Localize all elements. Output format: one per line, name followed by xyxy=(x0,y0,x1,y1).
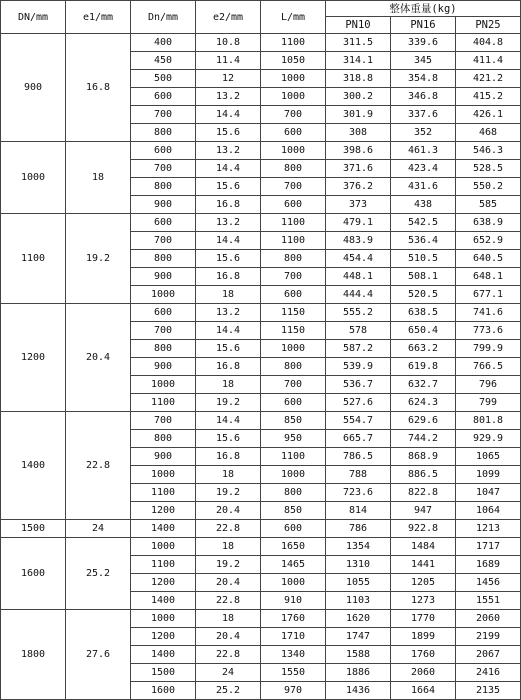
pn10-cell: 1055 xyxy=(326,574,391,592)
pn25-cell: 766.5 xyxy=(456,358,521,376)
pn16-cell: 354.8 xyxy=(391,70,456,88)
length-cell: 1000 xyxy=(261,88,326,106)
dn-branch-cell: 450 xyxy=(131,52,196,70)
pn10-cell: 536.7 xyxy=(326,376,391,394)
e2-cell: 19.2 xyxy=(196,484,261,502)
length-cell: 1050 xyxy=(261,52,326,70)
pn16-cell: 345 xyxy=(391,52,456,70)
pn10-cell: 308 xyxy=(326,124,391,142)
pn16-cell: 1770 xyxy=(391,610,456,628)
pn16-cell: 1273 xyxy=(391,592,456,610)
length-cell: 1100 xyxy=(261,232,326,250)
e2-cell: 16.8 xyxy=(196,448,261,466)
length-cell: 1650 xyxy=(261,538,326,556)
pn25-cell: 801.8 xyxy=(456,412,521,430)
dn-branch-cell: 900 xyxy=(131,448,196,466)
e2-cell: 22.8 xyxy=(196,520,261,538)
length-cell: 1100 xyxy=(261,34,326,52)
pn10-cell: 373 xyxy=(326,196,391,214)
pn10-cell: 376.2 xyxy=(326,178,391,196)
dn-cell: 1400 xyxy=(1,412,66,520)
pn25-cell: 2416 xyxy=(456,664,521,682)
dn-branch-cell: 700 xyxy=(131,160,196,178)
pn10-cell: 314.1 xyxy=(326,52,391,70)
pn16-cell: 1441 xyxy=(391,556,456,574)
pn10-cell: 814 xyxy=(326,502,391,520)
pn25-cell: 1213 xyxy=(456,520,521,538)
dn-branch-cell: 800 xyxy=(131,250,196,268)
pn10-cell: 454.4 xyxy=(326,250,391,268)
pn10-cell: 311.5 xyxy=(326,34,391,52)
e2-cell: 20.4 xyxy=(196,628,261,646)
e2-cell: 12 xyxy=(196,70,261,88)
pn10-cell: 479.1 xyxy=(326,214,391,232)
dn-branch-cell: 900 xyxy=(131,196,196,214)
pn16-cell: 352 xyxy=(391,124,456,142)
dn-branch-cell: 600 xyxy=(131,214,196,232)
length-cell: 950 xyxy=(261,430,326,448)
dn-cell: 1100 xyxy=(1,214,66,304)
pn10-cell: 1436 xyxy=(326,682,391,700)
dn-cell: 900 xyxy=(1,34,66,142)
pn16-cell: 508.1 xyxy=(391,268,456,286)
dn-branch-cell: 800 xyxy=(131,430,196,448)
pn25-cell: 2135 xyxy=(456,682,521,700)
table-row xyxy=(1,520,521,538)
e2-cell: 16.8 xyxy=(196,358,261,376)
e2-cell: 18 xyxy=(196,538,261,556)
header-pn25: PN25 xyxy=(456,17,521,34)
dn-branch-cell: 1200 xyxy=(131,502,196,520)
length-cell: 800 xyxy=(261,358,326,376)
pn10-cell: 1588 xyxy=(326,646,391,664)
e1-cell: 20.4 xyxy=(66,304,131,412)
e1-cell: 19.2 xyxy=(66,214,131,304)
dn-cell: 1000 xyxy=(1,142,66,214)
e2-cell: 14.4 xyxy=(196,232,261,250)
pn25-cell: 1064 xyxy=(456,502,521,520)
pn16-cell: 1205 xyxy=(391,574,456,592)
length-cell: 1000 xyxy=(261,574,326,592)
length-cell: 800 xyxy=(261,160,326,178)
length-cell: 600 xyxy=(261,124,326,142)
pn16-cell: 431.6 xyxy=(391,178,456,196)
length-cell: 1550 xyxy=(261,664,326,682)
length-cell: 1000 xyxy=(261,70,326,88)
dn-branch-cell: 1000 xyxy=(131,538,196,556)
pn16-cell: 922.8 xyxy=(391,520,456,538)
pn10-cell: 788 xyxy=(326,466,391,484)
dn-branch-cell: 900 xyxy=(131,268,196,286)
dn-cell: 1800 xyxy=(1,610,66,700)
pn25-cell: 528.5 xyxy=(456,160,521,178)
pn25-cell: 468 xyxy=(456,124,521,142)
e2-cell: 19.2 xyxy=(196,556,261,574)
length-cell: 700 xyxy=(261,376,326,394)
e2-cell: 18 xyxy=(196,610,261,628)
pn16-cell: 510.5 xyxy=(391,250,456,268)
pn10-cell: 723.6 xyxy=(326,484,391,502)
length-cell: 1100 xyxy=(261,448,326,466)
header-length: L/mm xyxy=(261,1,326,34)
header-dn-branch: Dn/mm xyxy=(131,1,196,34)
pn16-cell: 650.4 xyxy=(391,322,456,340)
pn16-cell: 438 xyxy=(391,196,456,214)
pn10-cell: 786.5 xyxy=(326,448,391,466)
length-cell: 600 xyxy=(261,520,326,538)
dn-branch-cell: 600 xyxy=(131,304,196,322)
dn-cell: 1500 xyxy=(1,520,66,538)
pn16-cell: 1664 xyxy=(391,682,456,700)
e2-cell: 10.8 xyxy=(196,34,261,52)
e2-cell: 11.4 xyxy=(196,52,261,70)
dn-branch-cell: 800 xyxy=(131,178,196,196)
pn10-cell: 1747 xyxy=(326,628,391,646)
e1-cell: 27.6 xyxy=(66,610,131,700)
pn16-cell: 663.2 xyxy=(391,340,456,358)
e2-cell: 15.6 xyxy=(196,340,261,358)
e1-cell: 16.8 xyxy=(66,34,131,142)
e2-cell: 20.4 xyxy=(196,574,261,592)
e2-cell: 13.2 xyxy=(196,88,261,106)
pn10-cell: 555.2 xyxy=(326,304,391,322)
header-e2: e2/mm xyxy=(196,1,261,34)
pn25-cell: 1047 xyxy=(456,484,521,502)
pn10-cell: 665.7 xyxy=(326,430,391,448)
pn25-cell: 546.3 xyxy=(456,142,521,160)
e2-cell: 14.4 xyxy=(196,106,261,124)
pn16-cell: 423.4 xyxy=(391,160,456,178)
length-cell: 1710 xyxy=(261,628,326,646)
pn16-cell: 886.5 xyxy=(391,466,456,484)
dn-branch-cell: 1200 xyxy=(131,628,196,646)
table-body xyxy=(1,34,521,700)
e2-cell: 13.2 xyxy=(196,142,261,160)
pn10-cell: 448.1 xyxy=(326,268,391,286)
pn25-cell: 677.1 xyxy=(456,286,521,304)
pn25-cell: 426.1 xyxy=(456,106,521,124)
length-cell: 1000 xyxy=(261,340,326,358)
pn25-cell: 415.2 xyxy=(456,88,521,106)
pn16-cell: 2060 xyxy=(391,664,456,682)
length-cell: 850 xyxy=(261,502,326,520)
pn25-cell: 929.9 xyxy=(456,430,521,448)
pn25-cell: 773.6 xyxy=(456,322,521,340)
dn-branch-cell: 1100 xyxy=(131,394,196,412)
length-cell: 800 xyxy=(261,250,326,268)
e2-cell: 15.6 xyxy=(196,124,261,142)
length-cell: 1340 xyxy=(261,646,326,664)
e2-cell: 14.4 xyxy=(196,160,261,178)
dn-branch-cell: 700 xyxy=(131,106,196,124)
pn25-cell: 550.2 xyxy=(456,178,521,196)
pn25-cell: 796 xyxy=(456,376,521,394)
pn25-cell: 2199 xyxy=(456,628,521,646)
e2-cell: 14.4 xyxy=(196,322,261,340)
e2-cell: 15.6 xyxy=(196,430,261,448)
length-cell: 970 xyxy=(261,682,326,700)
e2-cell: 18 xyxy=(196,376,261,394)
pn25-cell: 638.9 xyxy=(456,214,521,232)
pn16-cell: 868.9 xyxy=(391,448,456,466)
e2-cell: 25.2 xyxy=(196,682,261,700)
pn25-cell: 2060 xyxy=(456,610,521,628)
pn16-cell: 520.5 xyxy=(391,286,456,304)
pn16-cell: 461.3 xyxy=(391,142,456,160)
pn25-cell: 799.9 xyxy=(456,340,521,358)
e1-cell: 18 xyxy=(66,142,131,214)
pn10-cell: 1354 xyxy=(326,538,391,556)
length-cell: 1150 xyxy=(261,322,326,340)
dn-branch-cell: 1500 xyxy=(131,664,196,682)
e2-cell: 22.8 xyxy=(196,646,261,664)
pn10-cell: 1310 xyxy=(326,556,391,574)
pn16-cell: 1899 xyxy=(391,628,456,646)
pn10-cell: 539.9 xyxy=(326,358,391,376)
dn-branch-cell: 1000 xyxy=(131,610,196,628)
e2-cell: 14.4 xyxy=(196,412,261,430)
pn10-cell: 786 xyxy=(326,520,391,538)
pn10-cell: 444.4 xyxy=(326,286,391,304)
pn25-cell: 648.1 xyxy=(456,268,521,286)
pn10-cell: 578 xyxy=(326,322,391,340)
dn-branch-cell: 1000 xyxy=(131,286,196,304)
dn-branch-cell: 1400 xyxy=(131,520,196,538)
e1-cell: 22.8 xyxy=(66,412,131,520)
dn-branch-cell: 600 xyxy=(131,142,196,160)
length-cell: 1100 xyxy=(261,214,326,232)
length-cell: 1760 xyxy=(261,610,326,628)
dn-branch-cell: 700 xyxy=(131,322,196,340)
pn25-cell: 1689 xyxy=(456,556,521,574)
e2-cell: 24 xyxy=(196,664,261,682)
length-cell: 700 xyxy=(261,178,326,196)
header-pn10: PN10 xyxy=(326,17,391,34)
e2-cell: 18 xyxy=(196,286,261,304)
dn-branch-cell: 900 xyxy=(131,358,196,376)
dn-branch-cell: 700 xyxy=(131,412,196,430)
length-cell: 800 xyxy=(261,484,326,502)
dn-branch-cell: 1600 xyxy=(131,682,196,700)
e2-cell: 22.8 xyxy=(196,592,261,610)
pn16-cell: 947 xyxy=(391,502,456,520)
pn10-cell: 300.2 xyxy=(326,88,391,106)
header-total-weight: 整体重量(kg) xyxy=(326,1,521,17)
e2-cell: 16.8 xyxy=(196,268,261,286)
e2-cell: 16.8 xyxy=(196,196,261,214)
pn10-cell: 587.2 xyxy=(326,340,391,358)
e2-cell: 19.2 xyxy=(196,394,261,412)
table-row xyxy=(1,214,521,232)
pn10-cell: 318.8 xyxy=(326,70,391,88)
dn-branch-cell: 500 xyxy=(131,70,196,88)
e2-cell: 13.2 xyxy=(196,214,261,232)
pn16-cell: 346.8 xyxy=(391,88,456,106)
dn-branch-cell: 1000 xyxy=(131,466,196,484)
header-e1: e1/mm xyxy=(66,1,131,34)
pn25-cell: 2067 xyxy=(456,646,521,664)
pn25-cell: 652.9 xyxy=(456,232,521,250)
pn10-cell: 398.6 xyxy=(326,142,391,160)
pn10-cell: 1620 xyxy=(326,610,391,628)
pn25-cell: 1099 xyxy=(456,466,521,484)
pn16-cell: 744.2 xyxy=(391,430,456,448)
table-row xyxy=(1,412,521,430)
dn-branch-cell: 1100 xyxy=(131,484,196,502)
pn25-cell: 421.2 xyxy=(456,70,521,88)
pn16-cell: 542.5 xyxy=(391,214,456,232)
pn25-cell: 799 xyxy=(456,394,521,412)
dn-branch-cell: 700 xyxy=(131,232,196,250)
table-row xyxy=(1,538,521,556)
dn-branch-cell: 800 xyxy=(131,124,196,142)
pn16-cell: 536.4 xyxy=(391,232,456,250)
length-cell: 910 xyxy=(261,592,326,610)
pn10-cell: 371.6 xyxy=(326,160,391,178)
pn16-cell: 337.6 xyxy=(391,106,456,124)
e2-cell: 15.6 xyxy=(196,250,261,268)
pn25-cell: 585 xyxy=(456,196,521,214)
e2-cell: 20.4 xyxy=(196,502,261,520)
length-cell: 600 xyxy=(261,196,326,214)
length-cell: 600 xyxy=(261,394,326,412)
pn16-cell: 1484 xyxy=(391,538,456,556)
pn16-cell: 339.6 xyxy=(391,34,456,52)
pn10-cell: 527.6 xyxy=(326,394,391,412)
e1-cell: 25.2 xyxy=(66,538,131,610)
dn-branch-cell: 800 xyxy=(131,340,196,358)
dn-branch-cell: 1400 xyxy=(131,592,196,610)
dn-branch-cell: 400 xyxy=(131,34,196,52)
pn16-cell: 619.8 xyxy=(391,358,456,376)
pn25-cell: 1456 xyxy=(456,574,521,592)
dn-branch-cell: 600 xyxy=(131,88,196,106)
e2-cell: 13.2 xyxy=(196,304,261,322)
pn25-cell: 741.6 xyxy=(456,304,521,322)
length-cell: 1000 xyxy=(261,142,326,160)
dn-cell: 1200 xyxy=(1,304,66,412)
header-pn16: PN16 xyxy=(391,17,456,34)
length-cell: 700 xyxy=(261,106,326,124)
length-cell: 600 xyxy=(261,286,326,304)
pn10-cell: 554.7 xyxy=(326,412,391,430)
pn25-cell: 1717 xyxy=(456,538,521,556)
pn16-cell: 624.3 xyxy=(391,394,456,412)
pn10-cell: 483.9 xyxy=(326,232,391,250)
pn16-cell: 822.8 xyxy=(391,484,456,502)
pn25-cell: 1551 xyxy=(456,592,521,610)
pn25-cell: 411.4 xyxy=(456,52,521,70)
pn16-cell: 1760 xyxy=(391,646,456,664)
pn10-cell: 1886 xyxy=(326,664,391,682)
table-row xyxy=(1,304,521,322)
dn-cell: 1600 xyxy=(1,538,66,610)
pn25-cell: 640.5 xyxy=(456,250,521,268)
table-row xyxy=(1,142,521,160)
dn-branch-cell: 1000 xyxy=(131,376,196,394)
pn16-cell: 638.5 xyxy=(391,304,456,322)
pn16-cell: 629.6 xyxy=(391,412,456,430)
length-cell: 1000 xyxy=(261,466,326,484)
pn16-cell: 632.7 xyxy=(391,376,456,394)
dn-branch-cell: 1100 xyxy=(131,556,196,574)
length-cell: 1465 xyxy=(261,556,326,574)
header-dn: DN/mm xyxy=(1,1,66,34)
length-cell: 1150 xyxy=(261,304,326,322)
dn-branch-cell: 1200 xyxy=(131,574,196,592)
length-cell: 850 xyxy=(261,412,326,430)
table-row xyxy=(1,34,521,52)
e2-cell: 15.6 xyxy=(196,178,261,196)
e2-cell: 18 xyxy=(196,466,261,484)
pn25-cell: 404.8 xyxy=(456,34,521,52)
pn10-cell: 1103 xyxy=(326,592,391,610)
e1-cell: 24 xyxy=(66,520,131,538)
pn25-cell: 1065 xyxy=(456,448,521,466)
pn10-cell: 301.9 xyxy=(326,106,391,124)
length-cell: 700 xyxy=(261,268,326,286)
dn-branch-cell: 1400 xyxy=(131,646,196,664)
